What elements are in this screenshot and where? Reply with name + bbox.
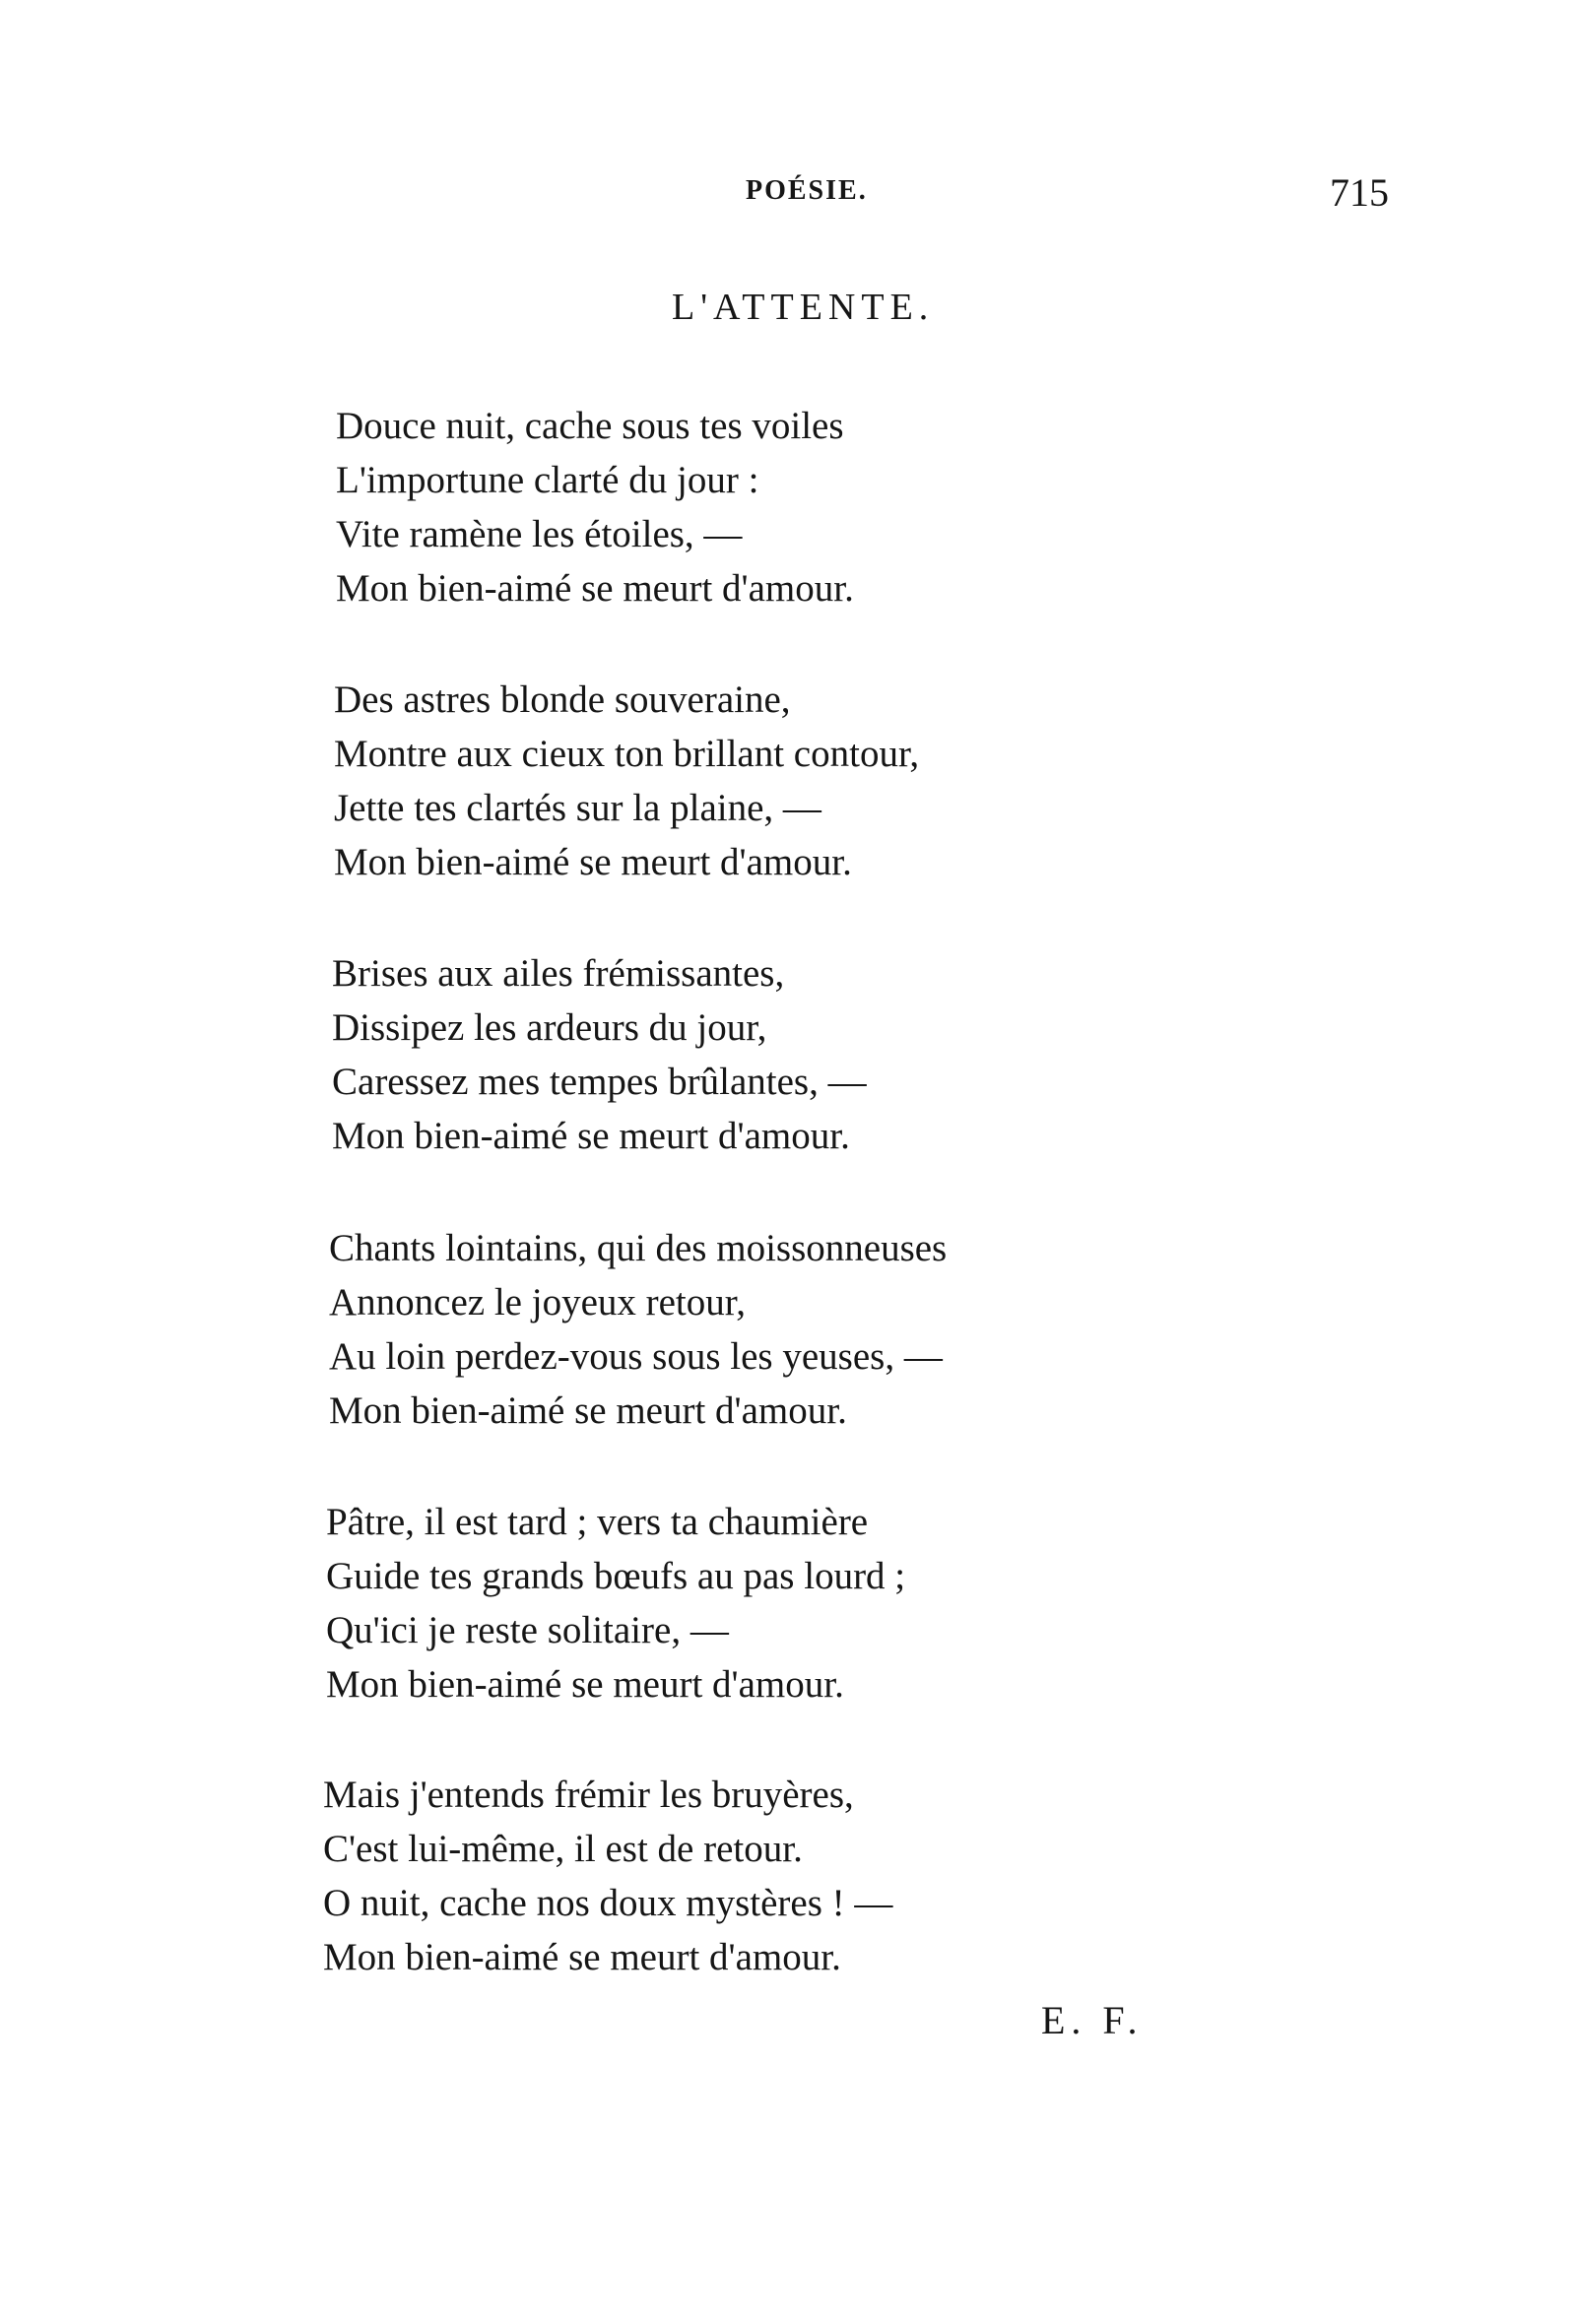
- poem-line: Douce nuit, cache sous tes voiles: [336, 405, 844, 447]
- page-number: 715: [1330, 170, 1389, 215]
- poem-line: Mais j'entends frémir les bruyères,: [323, 1774, 854, 1816]
- poem-line: Mon bien-aimé se meurt d'amour.: [329, 1389, 847, 1432]
- poem-line: Mon bien-aimé se meurt d'amour.: [332, 1115, 850, 1157]
- poem-line: Montre aux cieux ton brillant contour,: [334, 733, 920, 775]
- poem-line: Jette tes clartés sur la plaine, —: [334, 787, 821, 829]
- poem-line: Mon bien-aimé se meurt d'amour.: [326, 1663, 844, 1706]
- poem-title: L'ATTENTE.: [672, 287, 935, 328]
- stanza-3: [332, 946, 1120, 1163]
- poem-line: Des astres blonde souveraine,: [334, 678, 791, 721]
- poem-line: Vite ramène les étoiles, —: [336, 513, 743, 555]
- poem-line: Au loin perdez-vous sous les yeuses, —: [329, 1335, 943, 1378]
- running-title: POÉSIE.: [746, 175, 868, 206]
- stanza-2: [334, 673, 1122, 889]
- poem-line: Mon bien-aimé se meurt d'amour.: [323, 1936, 841, 1978]
- poem-line: Guide tes grands bœufs au pas lourd ;: [326, 1555, 906, 1597]
- stanza-4: [329, 1221, 1117, 1438]
- stanza-6: [323, 1768, 1111, 1984]
- poem-line: Pâtre, il est tard ; vers ta chaumière: [326, 1501, 869, 1543]
- stanza-1: [336, 399, 1124, 615]
- poem-line: O nuit, cache nos doux mystères ! —: [323, 1882, 893, 1924]
- poem-line: Qu'ici je reste solitaire, —: [326, 1609, 729, 1651]
- poem-line: Annoncez le joyeux retour,: [329, 1281, 746, 1323]
- poem-line: C'est lui-même, il est de retour.: [323, 1828, 803, 1870]
- poem-line: L'importune clarté du jour :: [336, 459, 759, 501]
- poem-line: Chants lointains, qui des moissonneuses: [329, 1227, 948, 1269]
- poem-line: Caressez mes tempes brûlantes, —: [332, 1061, 867, 1103]
- poem-line: Dissipez les ardeurs du jour,: [332, 1006, 767, 1049]
- poem-line: Brises aux ailes frémissantes,: [332, 952, 785, 995]
- poem-line: Mon bien-aimé se meurt d'amour.: [336, 567, 854, 610]
- stanza-5: [326, 1495, 1114, 1711]
- author-signature: E. F.: [1041, 1998, 1144, 2042]
- poem-line: Mon bien-aimé se meurt d'amour.: [334, 841, 852, 883]
